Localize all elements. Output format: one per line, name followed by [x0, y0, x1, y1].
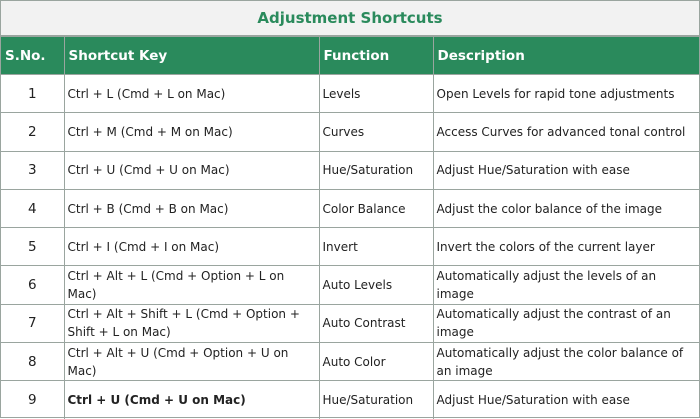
cell-sno: 3 — [1, 151, 64, 189]
cell-shortcut-key: Ctrl + M (Cmd + M on Mac) — [64, 113, 319, 151]
cell-shortcut-key: Ctrl + Alt + Shift + L (Cmd + Option + Shift + L on Mac) — [64, 304, 319, 342]
cell-function: Invert — [319, 228, 433, 266]
cell-sno: 4 — [1, 189, 64, 227]
header-row — [1, 37, 699, 75]
cell-sno: 2 — [1, 113, 64, 151]
cell-description: Automatically adjust the contrast of an image — [433, 304, 699, 342]
cell-description: Invert the colors of the current layer — [433, 228, 699, 266]
cell-function: Color Balance — [319, 189, 433, 227]
cell-sno: 6 — [1, 266, 64, 304]
cell-shortcut-key: Ctrl + B (Cmd + B on Mac) — [64, 189, 319, 227]
cell-description: Adjust Hue/Saturation with ease — [433, 381, 699, 419]
column-header-description: Description — [433, 37, 699, 75]
cell-description: Adjust Hue/Saturation with ease — [433, 151, 699, 189]
cell-function: Auto Contrast — [319, 304, 433, 342]
cell-shortcut-key: Ctrl + U (Cmd + U on Mac) — [64, 151, 319, 189]
cell-sno: 9 — [1, 381, 64, 419]
table-row — [1, 381, 699, 419]
cell-description: Access Curves for advanced tonal control — [433, 113, 699, 151]
table-row — [1, 75, 699, 113]
column-header-sno: S.No. — [1, 37, 64, 75]
cell-function: Curves — [319, 113, 433, 151]
shortcuts-table — [1, 36, 699, 419]
column-header-shortcut-key: Shortcut Key — [64, 37, 319, 75]
cell-sno: 8 — [1, 343, 64, 381]
table-row — [1, 228, 699, 266]
cell-function: Hue/Saturation — [319, 381, 433, 419]
cell-sno: 7 — [1, 304, 64, 342]
cell-shortcut-key: Ctrl + L (Cmd + L on Mac) — [64, 75, 319, 113]
cell-shortcut-key: Ctrl + U (Cmd + U on Mac) — [64, 381, 319, 419]
cell-function: Auto Levels — [319, 266, 433, 304]
table-title: Adjustment Shortcuts — [1, 1, 699, 36]
cell-function: Hue/Saturation — [319, 151, 433, 189]
table-row — [1, 113, 699, 151]
cell-description: Automatically adjust the levels of an image — [433, 266, 699, 304]
cell-function: Auto Color — [319, 343, 433, 381]
cell-shortcut-key: Ctrl + I (Cmd + I on Mac) — [64, 228, 319, 266]
cell-sno: 1 — [1, 75, 64, 113]
table-row — [1, 266, 699, 304]
table-row — [1, 343, 699, 381]
table-row — [1, 189, 699, 227]
cell-shortcut-key: Ctrl + Alt + U (Cmd + Option + U on Mac) — [64, 343, 319, 381]
cell-function: Levels — [319, 75, 433, 113]
cell-description: Adjust the color balance of the image — [433, 189, 699, 227]
cell-shortcut-key: Ctrl + Alt + L (Cmd + Option + L on Mac) — [64, 266, 319, 304]
column-header-function: Function — [319, 37, 433, 75]
cell-description: Automatically adjust the color balance of an image — [433, 343, 699, 381]
table-row — [1, 151, 699, 189]
table-row — [1, 304, 699, 342]
cell-description: Open Levels for rapid tone adjustments — [433, 75, 699, 113]
cell-sno: 5 — [1, 228, 64, 266]
